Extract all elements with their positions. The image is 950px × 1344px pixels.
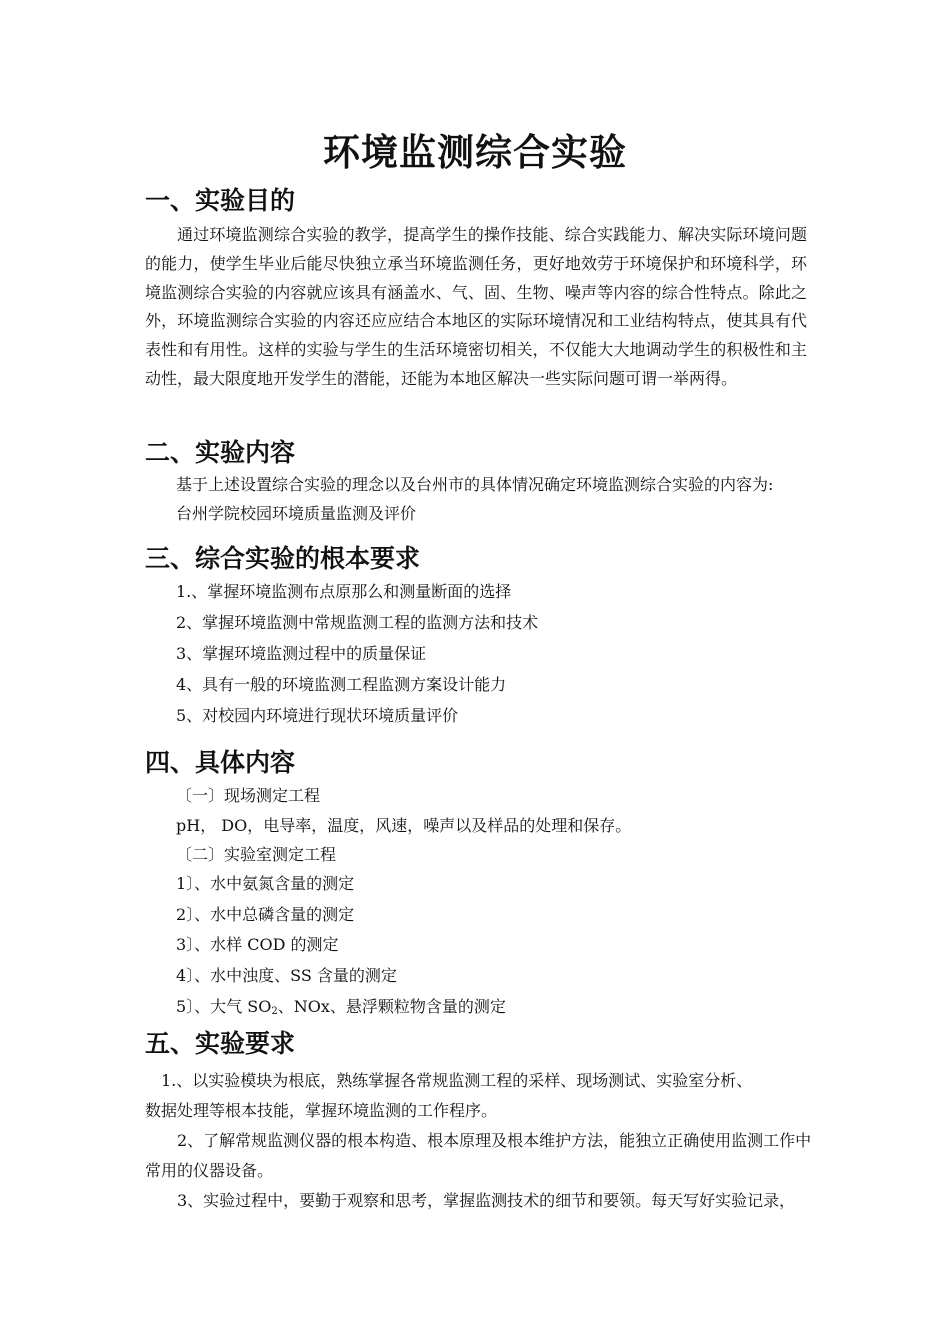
requirement-paragraph-1-line-2: 数据处理等根本技能，掌握环境监测的工作程序。	[145, 1101, 498, 1120]
requirement-paragraph-3: 3、实验过程中，要勤于观察和思考，掌握监测技术的细节和要领。每天写好实验记录，	[177, 1191, 796, 1210]
section-2-line-1: 基于上述设置综合实验的理念以及台州市的具体情况确定环境监测综合实验的内容为:	[176, 475, 774, 494]
lab-measurement-subheading: 〔二〕实验室测定工程	[176, 845, 337, 864]
lab-item-2: 2〕、水中总磷含量的测定	[176, 905, 355, 924]
requirement-item-1: 1.、掌握环境监测布点原那么和测量断面的选择	[176, 582, 512, 601]
lab-item-5	[176, 992, 506, 1027]
requirement-item-3: 3、掌握环境监测过程中的质量保证	[176, 644, 427, 663]
section-2-heading: 二、实验内容	[145, 438, 296, 467]
lab-item-5-part-a: 5〕、大气 SO	[176, 997, 272, 1016]
lab-item-1: 1〕、水中氨氮含量的测定	[176, 874, 355, 893]
requirement-item-5: 5、对校园内环境进行现状环境质量评价	[176, 706, 459, 725]
requirement-item-4: 4、具有一般的环境监测工程监测方案设计能力	[176, 675, 507, 694]
requirement-item-2: 2、掌握环境监测中常规监测工程的监测方法和技术	[176, 613, 539, 632]
section-1-paragraph: 通过环境监测综合实验的教学，提高学生的操作技能、综合实践能力、解决实际环境问题的能力，使学生毕业后能尽快独立承当环境监测任务，更好地效劳于环境保护和环境科学，环境监测综合实验的内容就应该具有涵盖水、气、固、生物、噪声等内容的综合性特点。除此之外，环境监测综合实验的内容还应应结合本地区的实际环境情况和工业结构特点，使其具有代表性和有用性。这样的实验与学生的生活环境密切相关，不仅能大大地调动学生的积极性和主动性，最大限度地开发学生的潜能，还能为本地区解决一些实际问题可谓一举两得。	[145, 225, 807, 388]
lab-item-5-part-b: 、NOx、悬浮颗粒物含量的测定	[277, 997, 506, 1016]
section-3-heading: 三、综合实验的根本要求	[145, 544, 421, 573]
lab-item-3: 3〕、水样 COD 的测定	[176, 935, 339, 954]
requirement-paragraph-2: 2、了解常规监测仪器的根本构造、根本原理及根本维护方法，能独立正确使用监测工作中常用的仪器设备。	[145, 1131, 812, 1180]
section-2-line-2: 台州学院校园环境质量监测及评价	[176, 504, 417, 523]
section-4-heading: 四、具体内容	[145, 748, 296, 777]
lab-item-4: 4〕、水中浊度、SS 含量的测定	[176, 966, 397, 985]
lab-item-5-subscript: 2	[271, 1006, 278, 1017]
requirement-paragraph-1-line-1: 1.、以实验模块为根底，熟练掌握各常规监测工程的采样、现场测试、实验室分析、	[161, 1071, 753, 1090]
field-measurement-items: pH， DO，电导率，温度，风速，噪声以及样品的处理和保存。	[176, 816, 632, 835]
section-5-heading: 五、实验要求	[145, 1029, 296, 1058]
section-1-heading: 一、实验目的	[145, 186, 296, 215]
field-measurement-subheading: 〔一〕现场测定工程	[176, 786, 321, 805]
document-title: 环境监测综合实验	[323, 130, 627, 174]
